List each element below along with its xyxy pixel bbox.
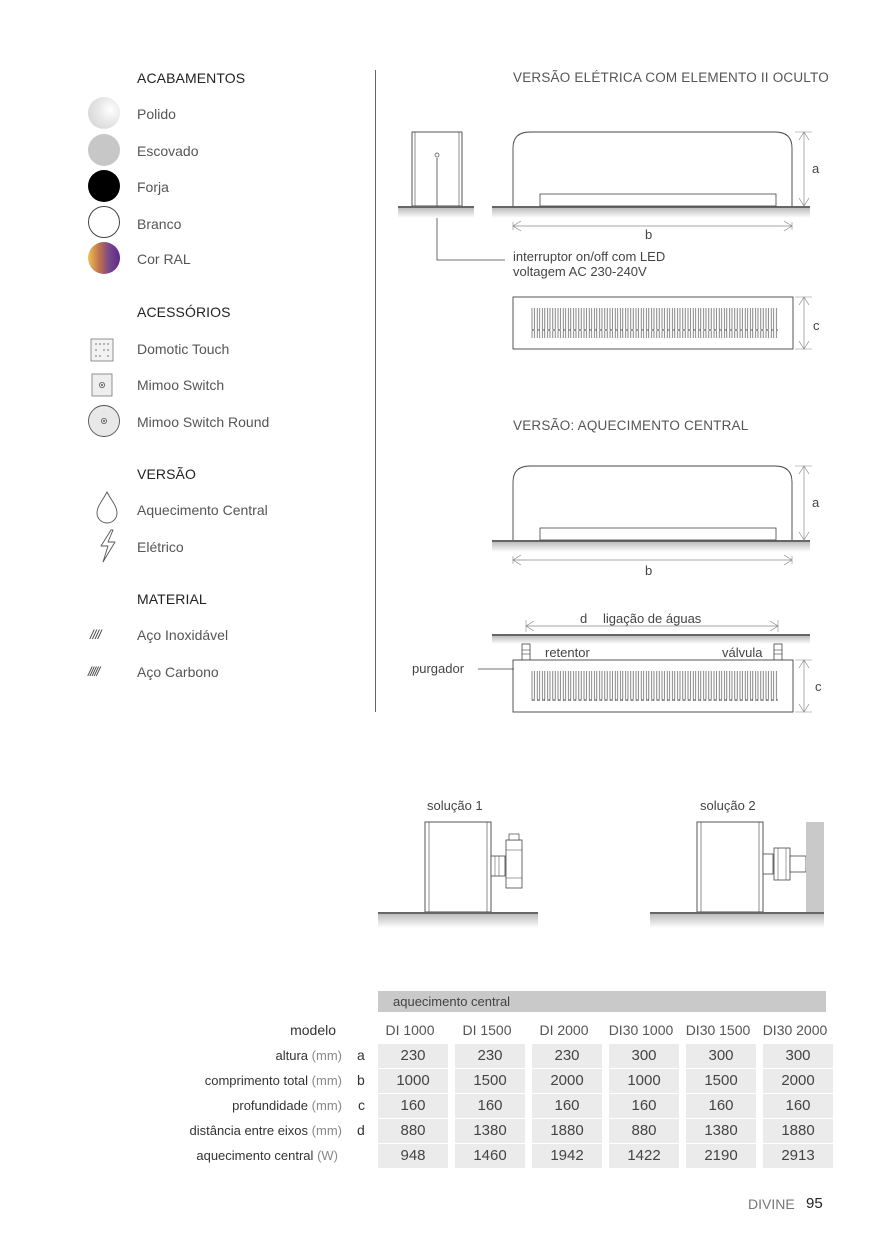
model-header: DI30 2000 — [762, 1022, 828, 1038]
table-cell: 1000 — [609, 1069, 679, 1093]
table-cell: 880 — [378, 1119, 448, 1143]
acessorios-title: ACESSÓRIOS — [137, 304, 231, 320]
row-letter: b — [357, 1072, 365, 1088]
water-drop-icon — [94, 490, 120, 524]
versao-label: Elétrico — [137, 539, 184, 555]
model-header: DI 1000 — [385, 1022, 435, 1038]
row-label-text: profundidade — [232, 1098, 309, 1113]
model-header: DI 1500 — [462, 1022, 512, 1038]
row-label — [100, 1073, 342, 1088]
row-unit: (mm) — [311, 1123, 342, 1138]
domotic-touch-icon — [88, 338, 120, 362]
table-cell: 1000 — [378, 1069, 448, 1093]
solucao2-diagram — [650, 818, 830, 933]
row-unit: (mm) — [311, 1073, 342, 1088]
table-cell: 1880 — [532, 1119, 602, 1143]
eletrica-diagram — [380, 120, 840, 360]
table-cell: 230 — [378, 1044, 448, 1068]
ligacao-label: ligação de águas — [603, 611, 702, 626]
dim-a-label-central: a — [812, 495, 820, 510]
material-label: Aço Carbono — [137, 664, 219, 680]
row-label — [100, 1048, 342, 1063]
table-cell: 1460 — [455, 1144, 525, 1168]
aco-carbono-symbol: ///// — [88, 664, 99, 679]
material-label: Aço Inoxidável — [137, 627, 229, 643]
lightning-icon — [96, 528, 120, 564]
table-cell: 160 — [532, 1094, 602, 1118]
table-cell: 160 — [455, 1094, 525, 1118]
table-cell: 1380 — [686, 1119, 756, 1143]
model-header: DI30 1500 — [685, 1022, 751, 1038]
versao-label: Aquecimento Central — [137, 502, 268, 518]
acabamento-label: Cor RAL — [137, 251, 191, 267]
table-cell: 948 — [378, 1144, 448, 1168]
table-cell: 1880 — [763, 1119, 833, 1143]
table-cell: 160 — [686, 1094, 756, 1118]
dim-b-label-central: b — [645, 563, 653, 578]
table-cell: 2000 — [763, 1069, 833, 1093]
row-label — [100, 1123, 342, 1138]
switch-note-line2: voltagem AC 230-240V — [513, 264, 647, 279]
page-number: 95 — [806, 1195, 823, 1212]
row-unit: (mm) — [311, 1048, 342, 1063]
row-letter: a — [357, 1047, 365, 1063]
dim-d-label: d — [580, 611, 588, 626]
column-divider — [375, 70, 376, 712]
escovado-swatch — [88, 134, 120, 166]
acabamentos-title: ACABAMENTOS — [137, 70, 246, 86]
acabamento-label: Forja — [137, 179, 169, 195]
row-label — [100, 1098, 342, 1113]
solucao1-label: solução 1 — [427, 798, 483, 813]
forja-swatch — [88, 170, 120, 202]
purgador-label: purgador — [412, 661, 465, 676]
table-cell: 2913 — [763, 1144, 833, 1168]
eletrica-title: VERSÃO ELÉTRICA COM ELEMENTO II OCULTO — [513, 70, 829, 85]
central-diagram — [380, 460, 840, 720]
solucao1-diagram — [378, 818, 548, 933]
solucao2-label: solução 2 — [700, 798, 756, 813]
row-letter: d — [357, 1122, 365, 1138]
table-cell: 880 — [609, 1119, 679, 1143]
row-label-text: distância entre eixos — [189, 1123, 309, 1138]
row-letter: c — [358, 1097, 365, 1113]
acessorio-label: Domotic Touch — [137, 341, 230, 357]
model-header: DI30 1000 — [608, 1022, 674, 1038]
table-cell: 1422 — [609, 1144, 679, 1168]
table-cell: 300 — [763, 1044, 833, 1068]
versao-title: VERSÃO — [137, 466, 196, 482]
dim-c-label: c — [813, 318, 820, 333]
table-cell: 2000 — [532, 1069, 602, 1093]
table-cell: 1500 — [455, 1069, 525, 1093]
table-header-label: aquecimento central — [393, 994, 511, 1009]
table-cell: 300 — [686, 1044, 756, 1068]
row-unit: (mm) — [311, 1098, 342, 1113]
retentor-label: retentor — [545, 645, 590, 660]
table-cell: 1500 — [686, 1069, 756, 1093]
acabamento-label: Polido — [137, 106, 176, 122]
polido-swatch — [88, 97, 120, 129]
dim-c-label-central: c — [815, 679, 822, 694]
table-cell: 160 — [609, 1094, 679, 1118]
table-cell: 230 — [532, 1044, 602, 1068]
dim-b-label: b — [645, 227, 653, 242]
aco-inox-symbol: //// — [90, 627, 101, 642]
central-title: VERSÃO: AQUECIMENTO CENTRAL — [513, 418, 749, 433]
model-row-label: modelo — [290, 1022, 336, 1038]
dim-a-label: a — [812, 161, 820, 176]
table-cell: 230 — [455, 1044, 525, 1068]
acabamento-label: Branco — [137, 216, 182, 232]
table-cell: 300 — [609, 1044, 679, 1068]
table-cell: 160 — [763, 1094, 833, 1118]
table-cell: 1380 — [455, 1119, 525, 1143]
valvula-label: válvula — [722, 645, 763, 660]
row-label-text: comprimento total — [204, 1073, 309, 1088]
table-cell: 160 — [378, 1094, 448, 1118]
switch-note-line1: interruptor on/off com LED — [513, 249, 666, 264]
row-label — [100, 1148, 338, 1163]
cor-ral-swatch — [88, 242, 120, 274]
table-cell: 2190 — [686, 1144, 756, 1168]
acessorio-label: Mimoo Switch Round — [137, 414, 270, 430]
mimoo-switch-icon — [88, 373, 120, 397]
acessorio-label: Mimoo Switch — [137, 377, 225, 393]
footer-brand: DIVINE — [748, 1196, 795, 1212]
material-title: MATERIAL — [137, 591, 207, 607]
row-unit: (W) — [317, 1148, 338, 1163]
model-header: DI 2000 — [539, 1022, 589, 1038]
row-label-text: aquecimento central — [196, 1148, 314, 1163]
table-cell: 1942 — [532, 1144, 602, 1168]
branco-swatch — [88, 206, 120, 238]
row-label-text: altura — [275, 1048, 309, 1063]
mimoo-switch-round-icon — [87, 404, 121, 438]
acabamento-label: Escovado — [137, 143, 199, 159]
